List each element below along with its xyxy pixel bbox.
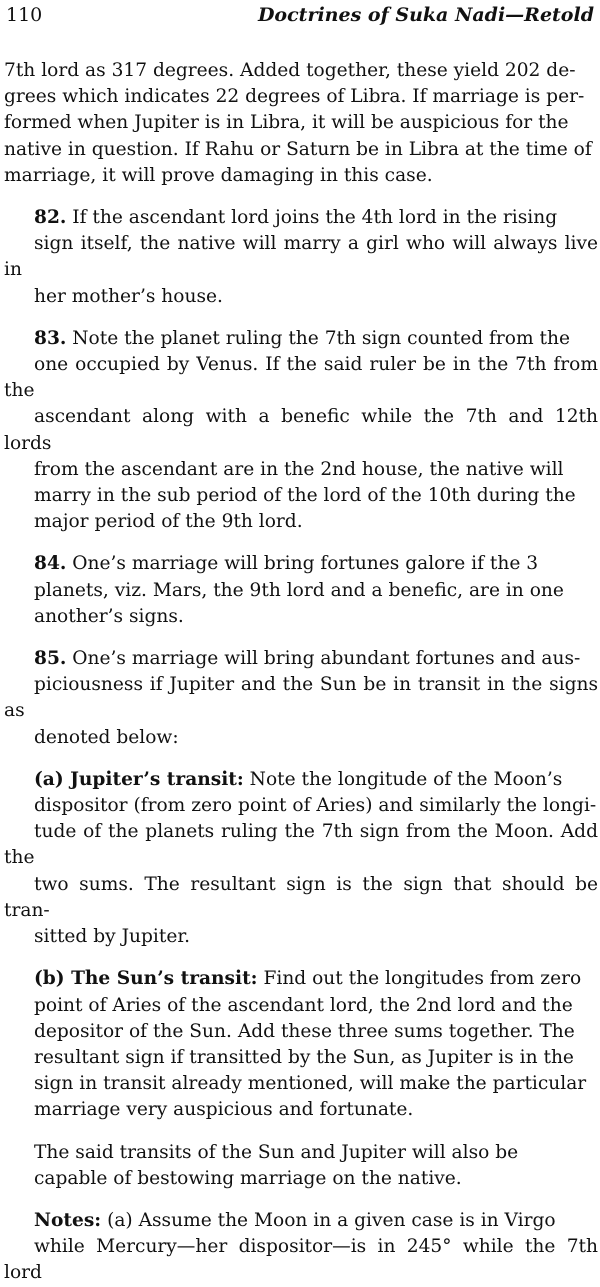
text-line: The said transits of the Sun and Jupiter will also be — [34, 1141, 519, 1163]
text-line: planets, viz. Mars, the 9th lord and a benefic, are in one — [34, 579, 564, 601]
text-line: sign itself, the native will marry a girl who will always live in — [4, 233, 598, 281]
text-line: resultant sign if transitted by the Sun, as Jupiter is in the — [34, 1046, 574, 1068]
paragraph-83 — [4, 326, 598, 536]
text-line: from the ascendant are in the 2nd house, the native will — [34, 458, 564, 480]
continued-paragraph — [4, 58, 598, 189]
text-line: grees which indicates 22 degrees of Libra. If marriage is per- — [4, 86, 585, 108]
paragraph-85 — [4, 646, 598, 751]
text-line: her mother’s house. — [34, 285, 223, 307]
paragraph-number: 82. — [34, 207, 67, 229]
text-line: piciousness if Jupiter and the Sun be in transit in the signs as — [4, 674, 598, 722]
text-line: major period of the 9th lord. — [34, 511, 303, 533]
text-line: one occupied by Venus. If the said ruler be in the 7th from the — [4, 354, 598, 402]
page-number: 110 — [6, 4, 43, 26]
text-line: dispositor (from zero point of Aries) and similarly the longi- — [34, 795, 597, 817]
text-line: One’s marriage will bring abundant fortunes and aus- — [72, 648, 581, 670]
text-line: depositor of the Sun. Add these three sums together. The — [34, 1020, 575, 1042]
text-line: sign in transit already mentioned, will make the particular — [34, 1073, 587, 1095]
text-line: capable of bestowing marriage on the native. — [34, 1167, 462, 1189]
paragraph-82 — [4, 205, 598, 310]
text-line: tude of the planets ruling the 7th sign from the Moon. Add the — [4, 821, 598, 869]
sun-transit-paragraph — [4, 966, 598, 1123]
notes-label: Notes: — [34, 1209, 102, 1231]
transits-summary-paragraph — [4, 1140, 598, 1192]
subsection-label: (a) Jupiter’s transit: — [34, 768, 244, 790]
paragraph-number: 84. — [34, 553, 67, 575]
paragraph-number: 85. — [34, 648, 67, 670]
text-line: formed when Jupiter is in Libra, it will be auspicious for the — [4, 112, 569, 134]
text-line: native in question. If Rahu or Saturn be in Libra at the time of — [4, 138, 592, 160]
paragraph-84 — [4, 551, 598, 630]
text-line: marriage, it will prove damaging in this case. — [4, 164, 433, 186]
text-line: If the ascendant lord joins the 4th lord in the rising — [72, 207, 558, 229]
text-line: denoted below: — [34, 726, 179, 748]
running-head: Doctrines of Suka Nadi—Retold — [257, 4, 594, 26]
text-line: Note the longitude of the Moon’s — [249, 768, 563, 790]
text-line: ascendant along with a benefic while the 7th and 12th lords — [4, 406, 598, 454]
text-line: point of Aries of the ascendant lord, the 2nd lord and the — [34, 994, 573, 1016]
text-line: another’s signs. — [34, 605, 184, 627]
text-line: two sums. The resultant sign is the sign that should be tran- — [4, 873, 598, 921]
text-line: 7th lord as 317 degrees. Added together, these yield 202 de- — [4, 60, 576, 81]
notes-paragraph — [4, 1208, 598, 1287]
body-text — [4, 58, 598, 1287]
text-line: while Mercury—her dispositor—is in 245° while the 7th lord — [4, 1236, 598, 1284]
text-line: Note the planet ruling the 7th sign counted from the — [72, 327, 570, 349]
paragraph-number: 83. — [34, 327, 67, 349]
text-line: Find out the longitudes from zero — [263, 968, 582, 990]
jupiter-transit-paragraph — [4, 767, 598, 950]
text-line: marry in the sub period of the lord of the 10th during the — [34, 485, 576, 507]
text-line: marriage very auspicious and fortunate. — [34, 1099, 414, 1121]
text-line: sitted by Jupiter. — [34, 926, 191, 948]
page-header — [4, 4, 598, 34]
text-line: (a) Assume the Moon in a given case is in Virgo — [107, 1209, 556, 1231]
text-line: One’s marriage will bring fortunes galore if the 3 — [72, 553, 539, 575]
subsection-label: (b) The Sun’s transit: — [34, 968, 258, 990]
